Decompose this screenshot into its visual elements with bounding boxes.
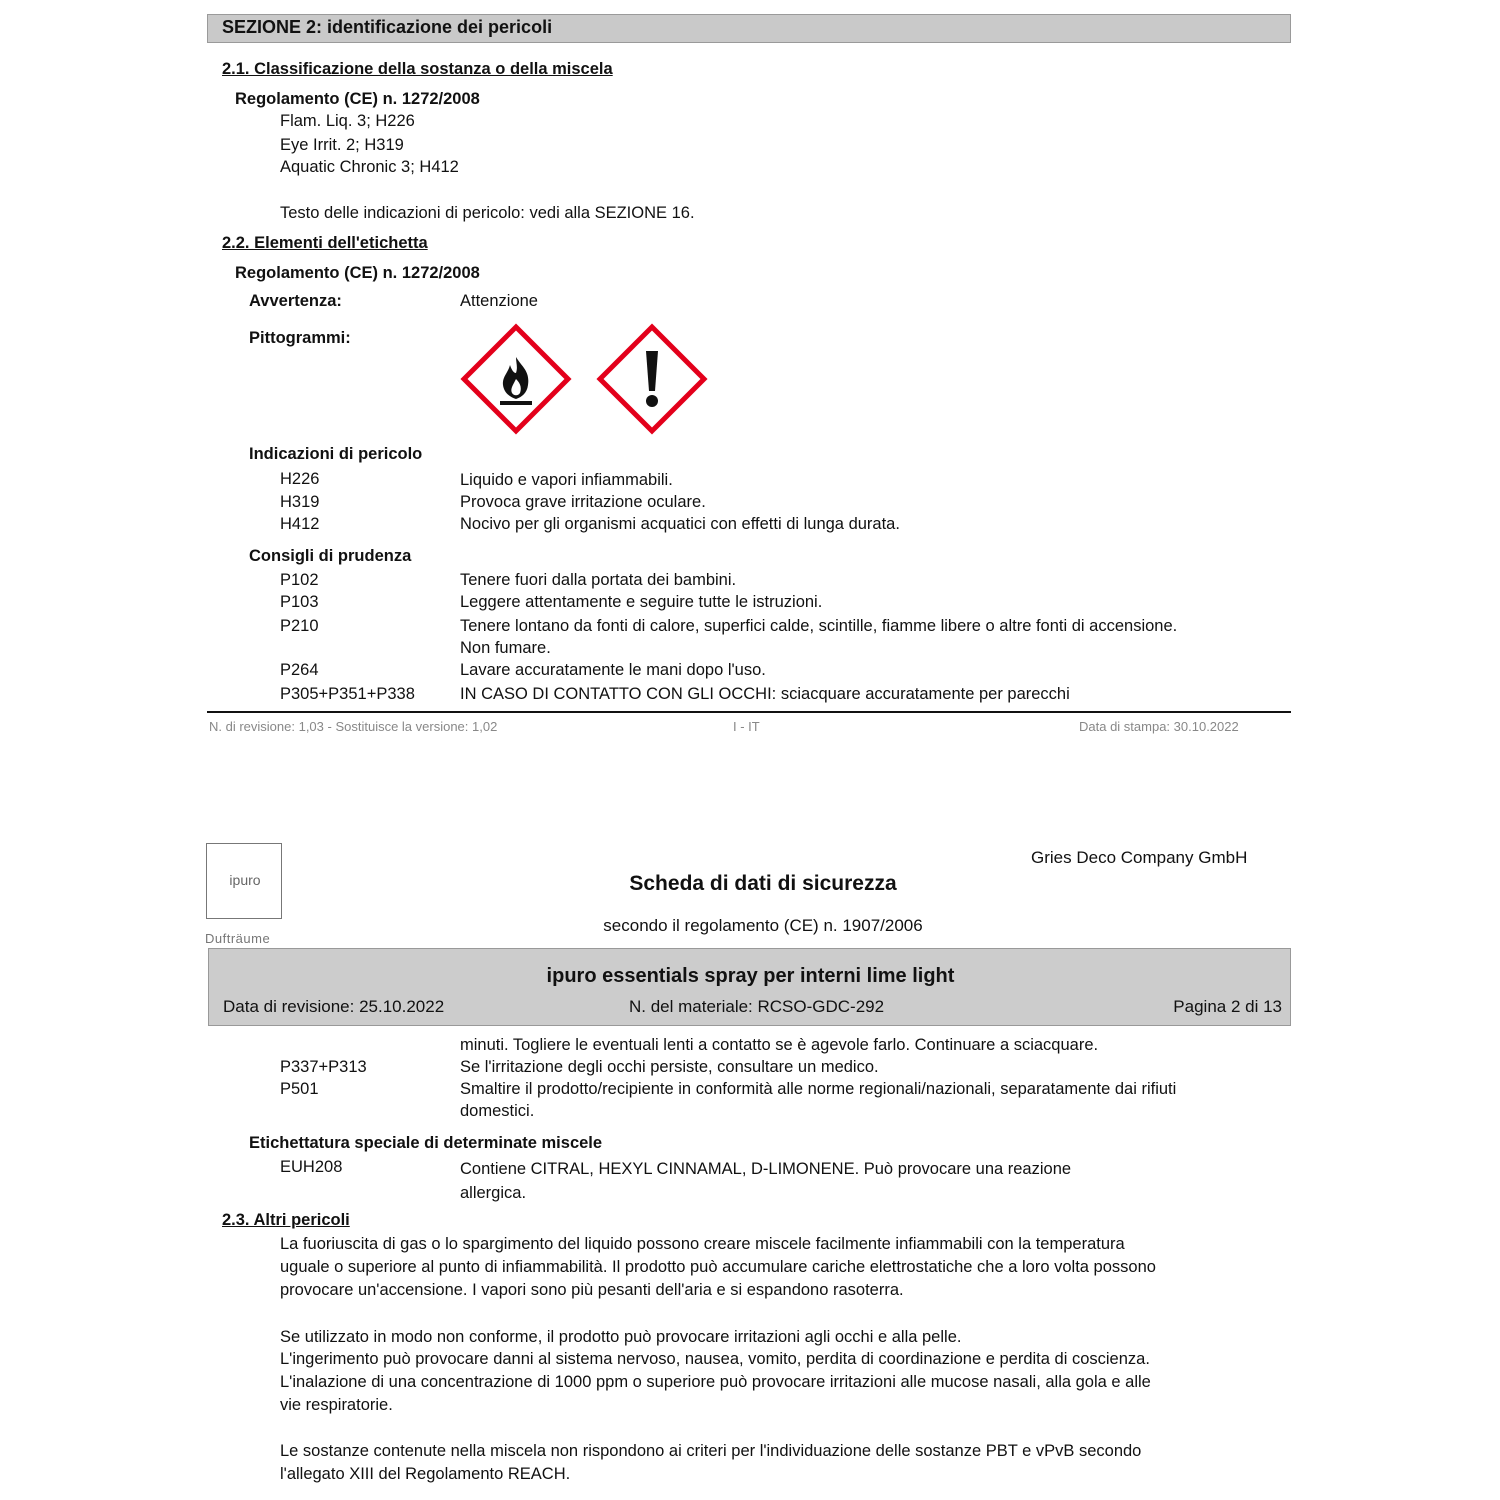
precaution-code: P264	[280, 661, 319, 679]
pbt-vpvb-paragraph: Le sostanze contenute nella miscela non rispondono ai criteri per l'individuazione delle sostanze PBT e vPvB secondo l'allegato XIII del Regolamento REACH.	[280, 1442, 1142, 1483]
signal-word-value: Attenzione	[460, 292, 538, 310]
footer-print-date: Data di stampa: 30.10.2022	[1079, 719, 1239, 734]
hazard-code: H412	[280, 515, 320, 533]
document-regulation: secondo il regolamento (CE) n. 1907/2006	[603, 916, 923, 935]
other-hazards-paragraph: Se utilizzato in modo non conforme, il prodotto può provocare irritazioni agli occhi e alla pelle.	[280, 1328, 962, 1346]
footer-language: I - IT	[733, 719, 760, 734]
section-2-title: SEZIONE 2: identificazione dei pericoli	[222, 17, 553, 37]
logo-tagline: Dufträume	[205, 931, 271, 946]
precaution-code: P305+P351+P338	[280, 685, 415, 703]
other-hazards-paragraph: La fuoriuscita di gas o lo spargimento del liquido possono creare miscele facilmente infiammabili con la temperatura uguale o superiore al punto di infiammabilità. Il prodotto può accumulare cariche elettrostatiche che a loro volta possono provocare un'accensione. I vapori sono più pesanti dell'aria e si espandono rasoterra.	[280, 1235, 1156, 1299]
euh-text: Contiene CITRAL, HEXYL CINNAMAL, D-LIMONENE. Può provocare una reazione allergica.	[460, 1160, 1072, 1202]
hazard-text: Nocivo per gli organismi acquatici con effetti di lunga durata.	[460, 515, 900, 533]
product-header-box	[208, 948, 1291, 1026]
precaution-text: IN CASO DI CONTATTO CON GLI OCCHI: sciacquare accuratamente per parecchi	[460, 685, 1070, 703]
subsection-2-1-title: 2.1. Classificazione della sostanza o della miscela	[222, 60, 613, 78]
hazard-code: H226	[280, 470, 320, 488]
footer-revision: N. di revisione: 1,03 - Sostituisce la versione: 1,02	[209, 719, 498, 734]
hazard-text: Liquido e vapori infiammabili.	[460, 471, 673, 489]
hazard-text-reference: Testo delle indicazioni di pericolo: vedi alla SEZIONE 16.	[280, 204, 695, 222]
precaution-text: Lavare accuratamente le mani dopo l'uso.	[460, 661, 766, 679]
precaution-code: P337+P313	[280, 1058, 367, 1076]
euh-code: EUH208	[280, 1158, 343, 1176]
precaution-code: P501	[280, 1080, 319, 1098]
subsection-2-3-title: 2.3. Altri pericoli	[222, 1211, 350, 1229]
precaution-text: Se l'irritazione degli occhi persiste, consultare un medico.	[460, 1058, 879, 1076]
revision-date: Data di revisione: 25.10.2022	[223, 997, 445, 1016]
material-number: N. del materiale: RCSO-GDC-292	[629, 997, 885, 1016]
precaution-text: Tenere lontano da fonti di calore, superfici calde, scintille, fiamme libere o altre fonti di accensione. Non fumare.	[460, 617, 1178, 657]
hazard-code: H319	[280, 493, 320, 511]
hazard-statements-label: Indicazioni di pericolo	[249, 445, 423, 463]
classification-item: Flam. Liq. 3; H226	[280, 112, 415, 130]
company-name: Gries Deco Company GmbH	[1031, 848, 1248, 867]
precaution-text: Leggere attentamente e seguire tutte le istruzioni.	[460, 593, 823, 611]
exclamation-pictogram-icon	[596, 323, 708, 435]
classification-item: Aquatic Chronic 3; H412	[280, 158, 459, 176]
other-hazards-paragraph: L'ingerimento può provocare danni al sistema nervoso, nausea, vomito, perdita di coordinazione e perdita di coscienza. L'inalazione di una concentrazione di 1000 ppm o superiore può provocare irritazioni alle mucose nasali, alla gola e alle vie respiratorie.	[280, 1350, 1151, 1414]
logo-wordmark: ipuro	[229, 872, 261, 888]
regulation-heading-2: Regolamento (CE) n. 1272/2008	[235, 264, 480, 282]
precaution-code: P103	[280, 593, 319, 611]
product-name: ipuro essentials spray per interni lime light	[546, 965, 955, 987]
precautionary-label: Consigli di prudenza	[249, 547, 412, 565]
precaution-code: P210	[280, 617, 319, 635]
pictograms-label: Pittogrammi:	[249, 329, 351, 347]
precaution-code: P102	[280, 571, 319, 589]
footer-divider	[207, 711, 1291, 713]
hazard-text: Provoca grave irritazione oculare.	[460, 493, 706, 511]
precaution-text: Smaltire il prodotto/recipiente in conformità alle norme regionali/nazionali, separatamente dai rifiuti domestici.	[460, 1080, 1177, 1120]
document-title: Scheda di dati di sicurezza	[629, 872, 897, 895]
subsection-2-2-title: 2.2. Elementi dell'etichetta	[222, 234, 428, 252]
precaution-text: Tenere fuori dalla portata dei bambini.	[460, 571, 737, 589]
special-labelling-title: Etichettatura speciale di determinate miscele	[249, 1134, 603, 1152]
flame-pictogram-icon	[460, 323, 572, 435]
regulation-heading: Regolamento (CE) n. 1272/2008	[235, 90, 480, 108]
signal-word-label: Avvertenza:	[249, 292, 342, 310]
precaution-continuation: minuti. Togliere le eventuali lenti a contatto se è agevole farlo. Continuare a sciacquare.	[460, 1036, 1099, 1054]
classification-item: Eye Irrit. 2; H319	[280, 136, 404, 154]
section-2-header-bar	[207, 14, 1291, 43]
page-number: Pagina 2 di 13	[1173, 997, 1282, 1016]
